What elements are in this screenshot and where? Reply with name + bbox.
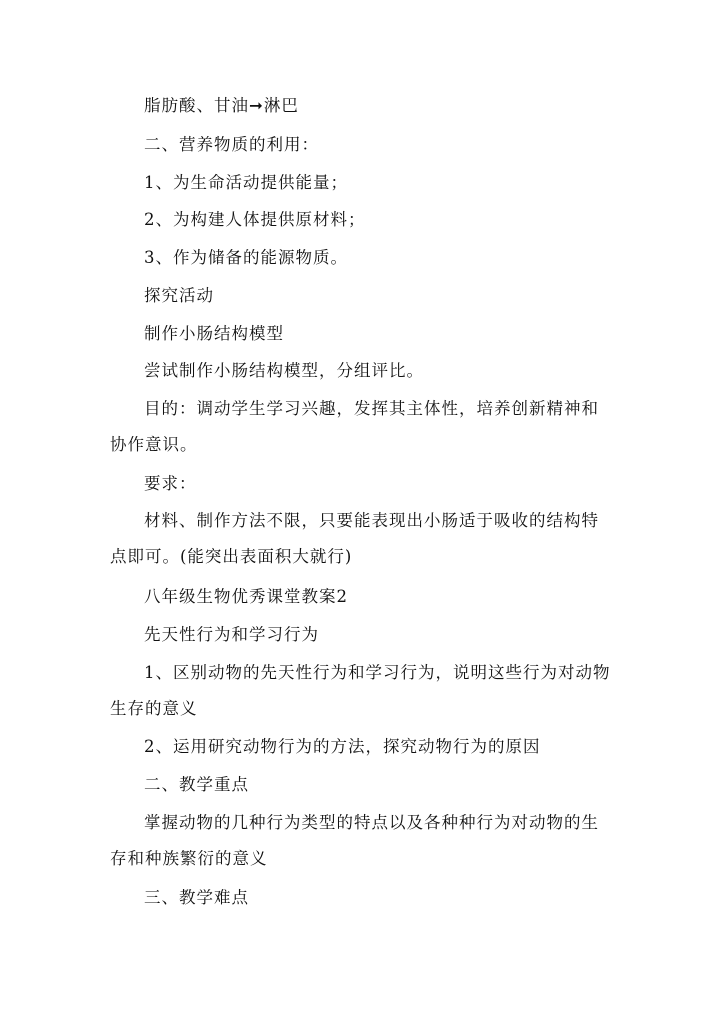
lesson-title: 八年级生物优秀课堂教案2 — [144, 587, 348, 606]
lesson-subtitle: 先天性行为和学习行为 — [144, 625, 319, 644]
objective-two: 2、运用研究动物行为的方法，探究动物行为的原因 — [144, 737, 541, 756]
list-item-energy: 1、为生命活动提供能量； — [144, 173, 348, 192]
list-item-material: 2、为构建人体提供原材料； — [144, 210, 366, 229]
list-item-reserve: 3、作为储备的能源物质。 — [144, 248, 348, 267]
key-points-text: 掌握动物的几种行为类型的特点以及各种种行为对动物的生存和种族繁衍的意义 — [110, 813, 599, 868]
heading-key-points: 二、教学重点 — [144, 775, 249, 794]
requirement-text: 材料、制作方法不限，只要能表现出小肠适于吸收的结构特点即可。(能突出表面积大就行) — [110, 511, 599, 566]
paragraph-fatty-acid: 脂肪酸、甘油➞淋巴 — [144, 96, 299, 115]
heading-difficult-points: 三、教学难点 — [144, 888, 249, 907]
activity-purpose: 目的：调动学生学习兴趣，发挥其主体性，培养创新精神和协作意识。 — [110, 399, 599, 454]
heading-nutrient-use: 二、营养物质的利用： — [144, 135, 319, 154]
activity-title: 制作小肠结构模型 — [144, 324, 284, 343]
heading-activity: 探究活动 — [144, 286, 214, 305]
activity-description: 尝试制作小肠结构模型，分组评比。 — [144, 361, 424, 380]
objective-one: 1、区别动物的先天性行为和学习行为，说明这些行为对动物生存的意义 — [110, 663, 611, 718]
requirement-heading: 要求： — [144, 474, 197, 493]
